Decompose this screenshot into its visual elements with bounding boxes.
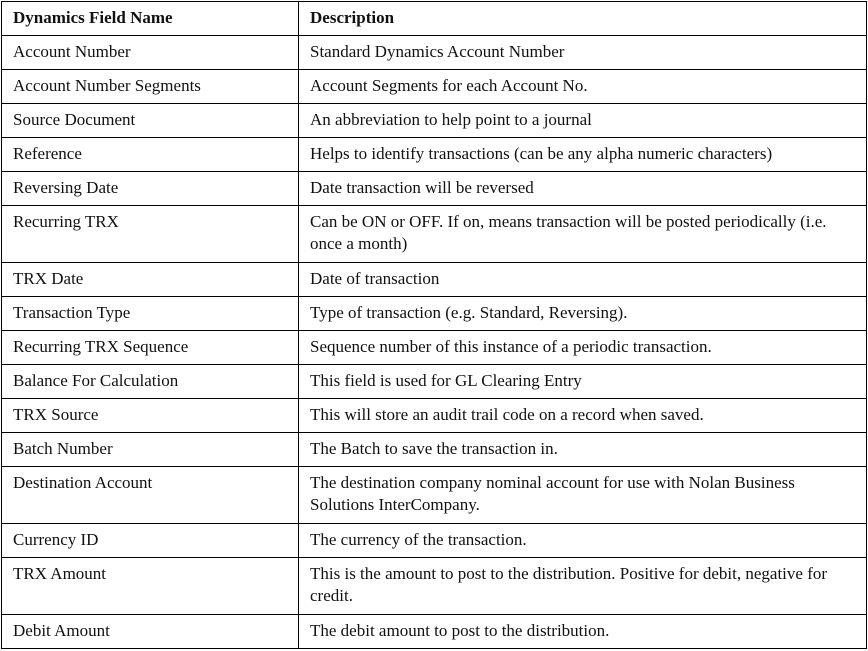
header-field-name: Dynamics Field Name — [2, 2, 299, 36]
field-name-cell: Reference — [2, 137, 299, 171]
field-name-cell: Balance For Calculation — [2, 364, 299, 398]
field-name-cell: Account Number — [2, 35, 299, 69]
table-row — [2, 432, 867, 466]
table-row — [2, 262, 867, 296]
description-cell: Type of transaction (e.g. Standard, Reversing). — [299, 296, 867, 330]
description-cell: Date transaction will be reversed — [299, 171, 867, 205]
header-description: Description — [299, 2, 867, 36]
description-cell: The destination company nominal account for use with Nolan Business Solutions InterCompany. — [299, 466, 867, 523]
table-header-row — [2, 2, 867, 36]
field-name-cell: Source Document — [2, 103, 299, 137]
field-name-cell: Recurring TRX — [2, 205, 299, 262]
table-row — [2, 171, 867, 205]
description-cell: The currency of the transaction. — [299, 523, 867, 557]
description-cell: This will store an audit trail code on a record when saved. — [299, 398, 867, 432]
table-row — [2, 614, 867, 648]
table-row — [2, 137, 867, 171]
table-row — [2, 296, 867, 330]
field-name-cell: Debit Amount — [2, 614, 299, 648]
description-cell: This field is used for GL Clearing Entry — [299, 364, 867, 398]
field-name-cell: TRX Amount — [2, 557, 299, 614]
description-cell: An abbreviation to help point to a journal — [299, 103, 867, 137]
field-name-cell: Batch Number — [2, 432, 299, 466]
description-cell: Sequence number of this instance of a periodic transaction. — [299, 330, 867, 364]
description-cell: This is the amount to post to the distribution. Positive for debit, negative for credit. — [299, 557, 867, 614]
table-row — [2, 364, 867, 398]
description-cell: Date of transaction — [299, 262, 867, 296]
table-row — [2, 466, 867, 523]
table-row — [2, 35, 867, 69]
field-name-cell: TRX Date — [2, 262, 299, 296]
field-name-cell: Recurring TRX Sequence — [2, 330, 299, 364]
field-description-table — [1, 1, 867, 649]
field-name-cell: Reversing Date — [2, 171, 299, 205]
table-row — [2, 398, 867, 432]
table-row — [2, 103, 867, 137]
table-row — [2, 330, 867, 364]
field-name-cell: Currency ID — [2, 523, 299, 557]
description-cell: Helps to identify transactions (can be any alpha numeric characters) — [299, 137, 867, 171]
description-cell: Standard Dynamics Account Number — [299, 35, 867, 69]
description-cell: Can be ON or OFF. If on, means transaction will be posted periodically (i.e. once a month) — [299, 205, 867, 262]
field-name-cell: Account Number Segments — [2, 69, 299, 103]
description-cell: The Batch to save the transaction in. — [299, 432, 867, 466]
table-row — [2, 523, 867, 557]
table-row — [2, 69, 867, 103]
field-name-cell: Transaction Type — [2, 296, 299, 330]
table-row — [2, 205, 867, 262]
field-name-cell: Destination Account — [2, 466, 299, 523]
field-name-cell: TRX Source — [2, 398, 299, 432]
description-cell: The debit amount to post to the distribution. — [299, 614, 867, 648]
description-cell: Account Segments for each Account No. — [299, 69, 867, 103]
table-row — [2, 557, 867, 614]
